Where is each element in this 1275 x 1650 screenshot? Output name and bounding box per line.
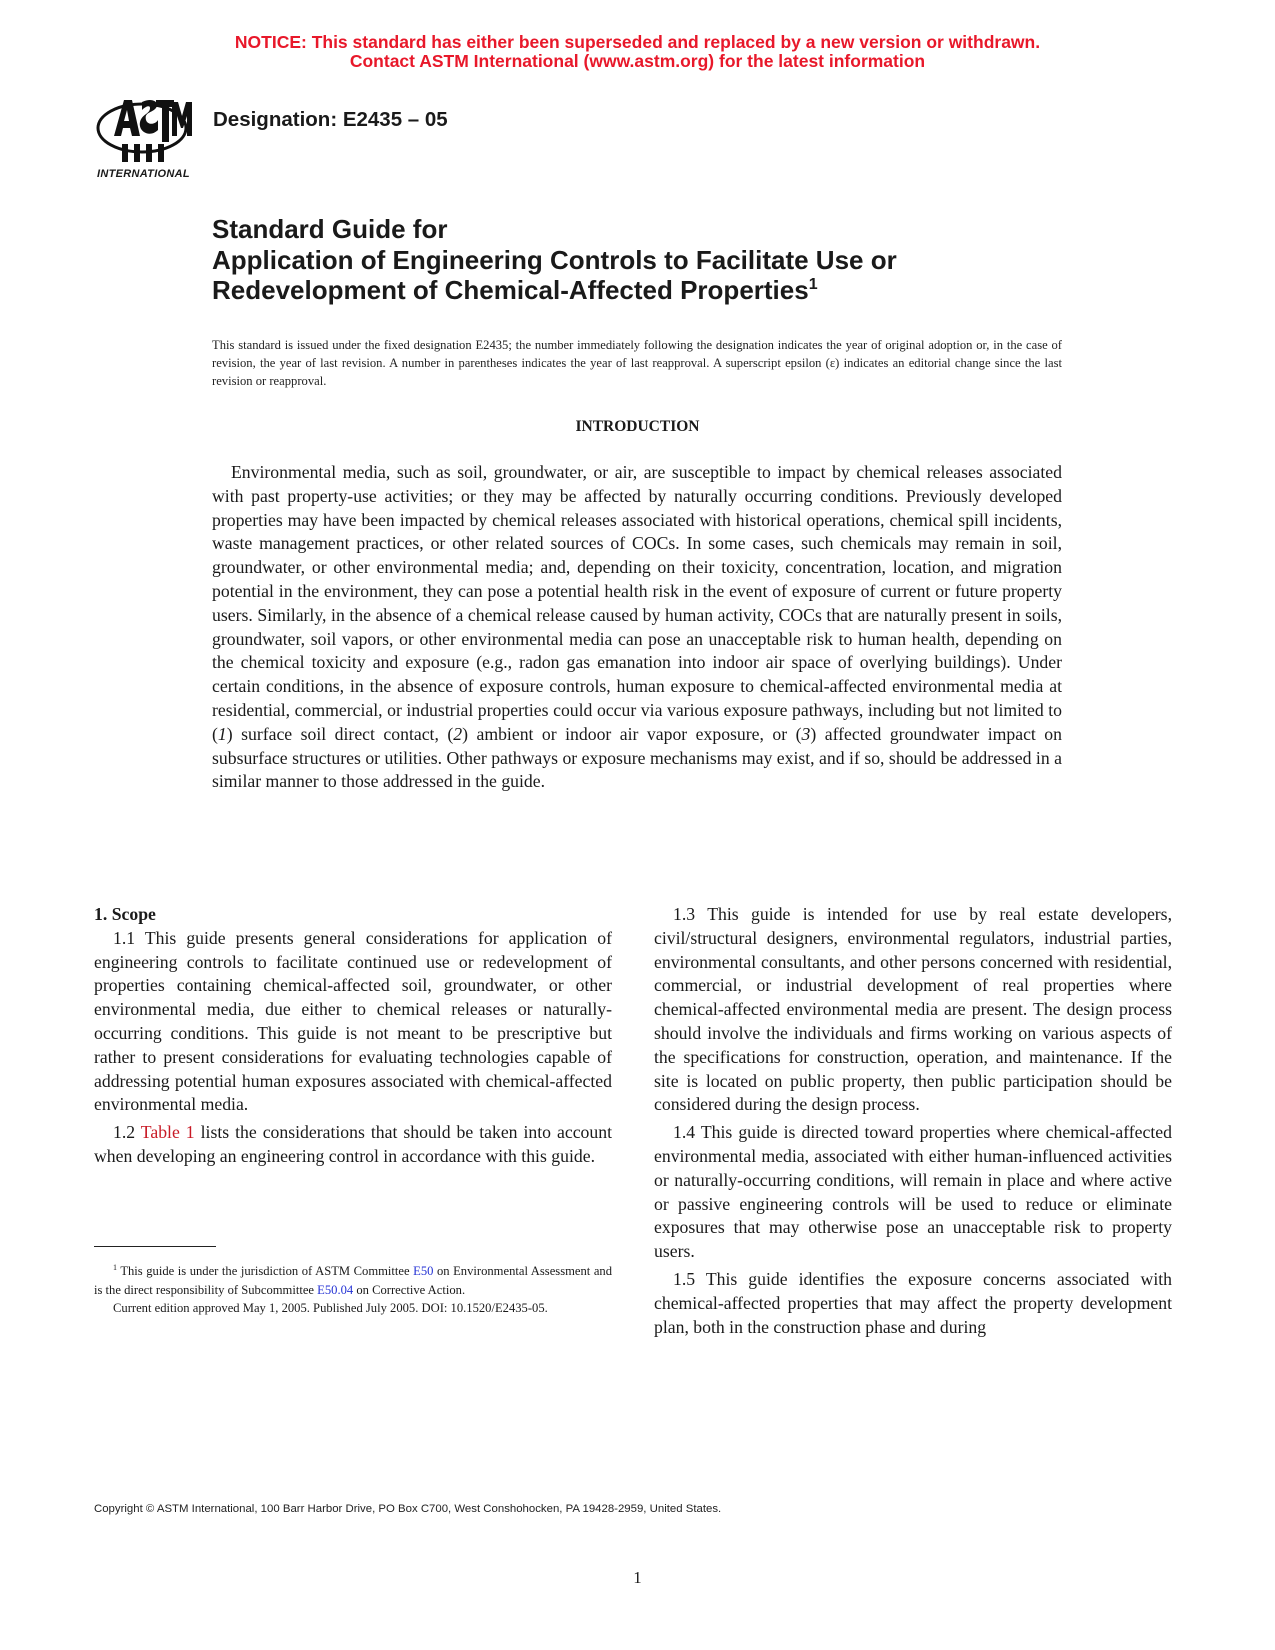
designation: Designation: E2435 – 05 bbox=[213, 108, 448, 131]
section-1-3: 1.3 This guide is intended for use by real estate developers, civil/structural designers, environmental regulators, industrial parties, environmental consultants, and other persons concerned with residential, commercial, or industrial development of real properties where chemical-affected environmental media are present. The design process should involve the individuals and firms working on various aspects of the specifications for construction, operation, and maintenance. If the site is located on public property, then public participation should be considered during the design process. bbox=[654, 904, 1172, 1115]
table-1-link[interactable]: Table 1 bbox=[140, 1122, 195, 1143]
withdrawn-notice bbox=[0, 33, 1275, 71]
logo-caption: INTERNATIONAL bbox=[97, 168, 190, 180]
left-column bbox=[94, 903, 612, 1169]
footnote-divider bbox=[94, 1246, 216, 1247]
page-number: 1 bbox=[633, 1568, 642, 1587]
footnote-1: $^1$ This guide is under the jurisdiction of ASTM Committee E50 on Environmental Assessment and is the direct responsibility of Subcommittee E50.04 on Corrective Action. bbox=[94, 1263, 612, 1297]
footnote bbox=[94, 1262, 612, 1318]
title-footnote-mark[interactable]: 1 bbox=[808, 276, 818, 293]
document-title bbox=[212, 214, 1212, 306]
e50-04-link[interactable]: E50.04 bbox=[317, 1282, 354, 1297]
section-1-1: 1.1 This guide presents general considerations for application of engineering controls to facilitate continued use or redevelopment of properties containing chemical-affected soil, groundwater, or other environmental media, due either to chemical releases or naturally-occurring conditions. This guide is not meant to be prescriptive but rather to present considerations for evaluating technologies capable of addressing potential human exposures associated with chemical-affected environmental media. bbox=[94, 927, 612, 1115]
introduction-body: Environmental media, such as soil, groundwater, or air, are susceptible to impact by chemical releases associated with past property-use activities; or they may be affected by naturally occurring conditions. Previously developed properties may have been impacted by chemical releases associated with historical operations, chemical spill incidents, waste management practices, or other related sources of COCs. In some cases, such chemicals may remain in soil, groundwater, or other environmental media; and, depending on their toxicity, concentration, location, and migration potential in the environment, they can pose a potential health risk in the event of exposure of current or future property users. Similarly, in the absence of a chemical release caused by human activity, COCs that are naturally present in soils, groundwater, soil vapors, or other environmental media can pose an unacceptable risk to human health, depending on the chemical toxicity and exposure (e.g., radon gas emanation into indoor air space of overlying buildings). Under certain conditions, in the absence of exposure controls, human exposure to chemical-affected environmental media at residential, commercial, or industrial properties could occur via various exposure pathways, including but not limited to (1) surface soil direct contact, (2) ambient or indoor air vapor exposure, or (3) affected groundwater impact on subsurface structures or utilities. Other pathways or exposure mechanisms may exist, and if so, should be addressed in a similar manner to those addressed in the guide. bbox=[212, 462, 1062, 792]
section-1-2: 1.2 Table 1 lists the considerations that should be taken into account when developing an engineering control in accordance with this guide. bbox=[94, 1122, 612, 1166]
section-1-4: 1.4 This guide is directed toward properties where chemical-affected environmental media, associated with either human-influenced activities or naturally-occurring conditions, will remain in place and where active or passive engineering controls will be used to reduce or eliminate exposures that may otherwise pose an unacceptable risk to property users. bbox=[654, 1122, 1172, 1262]
title-line-3: Redevelopment of Chemical-Affected Properties$^1$ bbox=[212, 275, 818, 305]
scope-heading: 1. Scope bbox=[94, 904, 156, 924]
title-line-1: Standard Guide for bbox=[212, 214, 448, 244]
notice-line-1: NOTICE: This standard has either been superseded and replaced by a new version or withdrawn. bbox=[234, 32, 1041, 52]
issued-statement: This standard is issued under the fixed designation E2435; the number immediately following the designation indicates the year of original adoption or, in the case of revision, the year of last revision. A number in parentheses indicates the year of last reapproval. A superscript epsilon (ε) indicates an editorial change since the last revision or reapproval. bbox=[212, 338, 1062, 388]
e50-link[interactable]: E50 bbox=[413, 1264, 434, 1278]
footnote-edition: Current edition approved May 1, 2005. Published July 2005. DOI: 10.1520/E2435-05. bbox=[113, 1301, 548, 1315]
copyright: Copyright © ASTM International, 100 Barr Harbor Drive, PO Box C700, West Conshohocken, PA 19428-2959, United States. bbox=[94, 1503, 722, 1515]
section-1-5: 1.5 This guide identifies the exposure concerns associated with chemical-affected properties that may affect the property development plan, both in the construction phase and during bbox=[654, 1268, 1172, 1337]
notice-line-2: Contact ASTM International (www.astm.org) for the latest information bbox=[349, 51, 926, 71]
right-column bbox=[654, 903, 1172, 1339]
title-line-2: Application of Engineering Controls to Facilitate Use or bbox=[212, 244, 897, 275]
introduction-heading: INTRODUCTION bbox=[575, 418, 700, 435]
